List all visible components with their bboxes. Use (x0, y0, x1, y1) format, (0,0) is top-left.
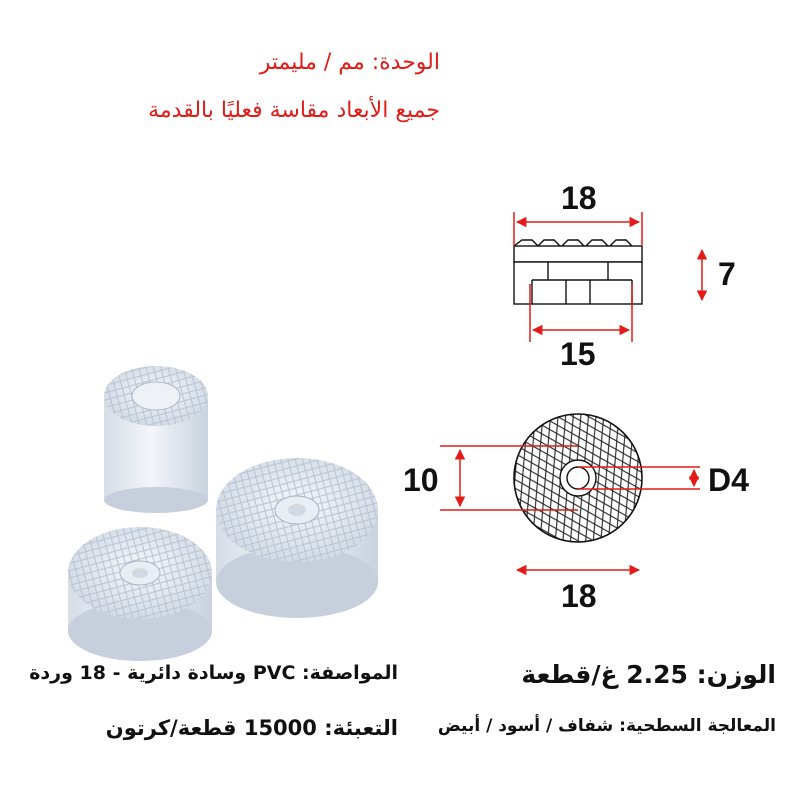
dim-height: 7 (718, 256, 736, 292)
top-view (514, 414, 642, 542)
dim-bottom-width: 15 (560, 336, 596, 372)
dim-outer: 18 (561, 578, 597, 614)
side-view (514, 240, 642, 304)
packing-spec: التعبئة: 15000 قطعة/كرتون (105, 716, 398, 740)
unit-note: الوحدة: مم / مليمتر (259, 50, 440, 75)
surface-spec: المعالجة السطحية: شفاف / أسود / أبيض (437, 716, 776, 736)
dim-top-width: 18 (561, 180, 597, 216)
weight-spec: الوزن: 2.25 غ/قطعة (521, 660, 776, 689)
dim-hole: D4 (708, 462, 749, 498)
measure-note: جميع الأبعاد مقاسة فعليًا بالقدمة (148, 98, 440, 123)
dim-inner: 10 (403, 462, 439, 498)
material-spec: المواصفة: PVC وسادة دائرية - 18 وردة (29, 662, 398, 684)
